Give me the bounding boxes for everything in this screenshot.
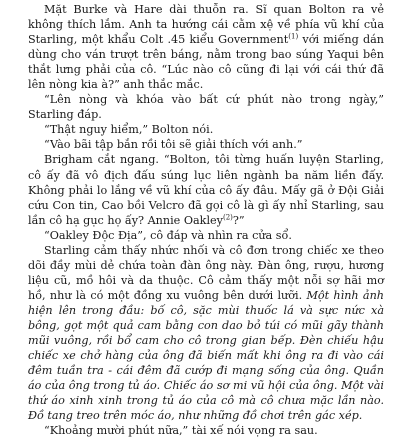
italic-passage: Một hình ảnh hiện lên trong đầu: bố cô, sặc mùi thuốc lá và sực nức xà bông, gọt một quả cam bằng con dao bỏ túi có mũi gãy thành mũi vuông, rồi bổ cam cho cô trong gian bếp. Đèn chiếu hậu chiếc xe chở hàng của ông đã biến mất khi ông ra đi vào cái đêm tuần tra - cái đêm đã cướp đi mạng sống của ông. Quần áo của ông trong tủ áo. Chiếc áo sơ mi vũ hội của ông. [28, 288, 384, 393]
paragraph-5 [28, 152, 384, 227]
text-run: “Vào bãi tập bắn rồi tôi sẽ giải thích với anh.” [44, 138, 303, 152]
text-run: Starling cảm thấy nhức nhối và cô đơn trong chiếc xe theo dõi đầy mùi dẻ chứa toàn đàn ông này. Đàn ông, rượu, hương liệu cũ, mồ hôi và da thuộc. Cô cảm thấy một nỗi sợ hãi mơ hồ, như là có một đồng xu vuông bên dưới lưỡi. [28, 243, 384, 302]
paragraph-1 [28, 2, 384, 92]
text-run: với miếng dán dùng cho ván trượt trên báng, nằm trong bao súng Yaqui bên thắt lưng phải của cô. “Lúc nào cô cũng đi lại với cái thứ đã lên nòng kia à?” anh thắc mắc. [28, 33, 384, 92]
text-run: ?” [232, 213, 245, 227]
paragraph-6 [28, 228, 384, 243]
italic-passage: Một vài thứ áo xinh xinh trong tủ áo của cô mà cô chưa mặc lần nào. Đồ tang treo trên móc áo, như những đồ chơi trên gác xép. [28, 379, 384, 423]
text-run: “Thật nguy hiểm,” Bolton nói. [44, 123, 214, 137]
paragraph-4 [28, 137, 384, 152]
book-page [28, 2, 384, 438]
footnote-marker: (2) [222, 212, 233, 221]
paragraph-8 [28, 423, 384, 438]
text-run: “Lên nòng và khóa vào bất cứ phút nào trong ngày,” Starling đáp. [28, 93, 384, 122]
paragraph-7 [28, 243, 384, 424]
paragraph-3 [28, 122, 384, 137]
paragraph-2 [28, 92, 384, 122]
footnote-marker: (1) [288, 32, 299, 41]
text-run: “Oakley Độc Địa”, cô đáp và nhìn ra cửa sổ. [44, 228, 292, 242]
text-run: Mặt Burke và Hare dài thuỗn ra. Sĩ quan Bolton ra vẻ không thích lắm. Anh ta hướng cái cằm xệ về phía vũ khí của Starling, một khẩu Colt .45 kiểu Government [28, 3, 384, 47]
text-run: Brigham cắt ngang. “Bolton, tôi từng huấn luyện Starling, cô ấy đã vô địch đấu súng lục liên ngành ba năm liền đấy. Không phải lo lắng về vũ khí của cô ấy đâu. Mấy gã ở Đội Giải cứu Con tin, Cao bồi Velcro đã gọi cô là gì ấy nhỉ Starling, sau lần cô hạ gục họ ấy? Annie Oakley [28, 153, 384, 227]
text-run: “Khoảng mười phút nữa,” tài xế nói vọng ra sau. [44, 424, 318, 438]
